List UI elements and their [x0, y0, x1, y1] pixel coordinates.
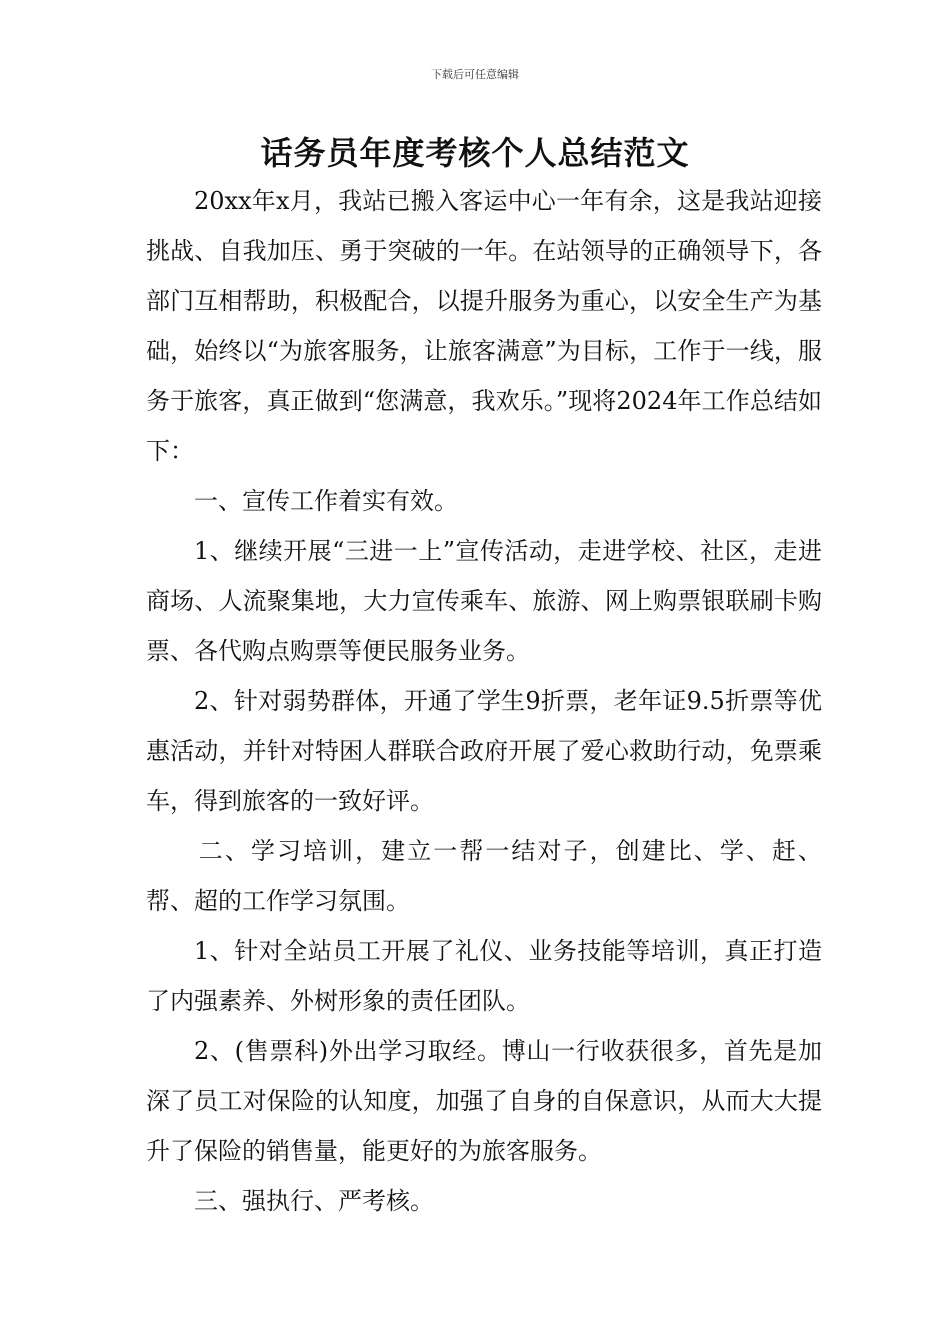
section-heading-1: 一、宣传工作着实有效。	[194, 487, 458, 515]
document-body	[146, 176, 822, 1226]
paragraph-item-1-2: 2、针对弱势群体，开通了学生9折票，老年证9.5折票等优惠活动，并针对特困人群联合政府开展了爱心救助行动，免票乘车，得到旅客的一致好评。	[146, 687, 822, 815]
paragraph-item-1-1: 1、继续开展“三进一上”宣传活动，走进学校、社区，走进商场、人流聚集地，大力宣传乘车、旅游、网上购票银联刷卡购票、各代购点购票等便民服务业务。	[146, 537, 822, 665]
document-title: 话务员年度考核个人总结范文	[260, 134, 690, 172]
header-note: 下载后可任意编辑	[431, 68, 519, 81]
section-heading-2: 二、学习培训，建立一帮一结对子，创建比、学、赶、帮、超的工作学习氛围。	[146, 837, 822, 915]
section-heading-3: 三、强执行、严考核。	[194, 1187, 434, 1215]
paragraph-intro: 20xx年x月，我站已搬入客运中心一年有余，这是我站迎接挑战、自我加压、勇于突破的一年。在站领导的正确领导下，各部门互相帮助，积极配合，以提升服务为重心，以安全生产为基础，始终以“为旅客服务，让旅客满意”为目标，工作于一线，服务于旅客，真正做到“您满意，我欢乐。”现将2024年工作总结如下：	[146, 187, 822, 465]
paragraph-item-2-2: 2、(售票科)外出学习取经。博山一行收获很多，首先是加深了员工对保险的认知度，加强了自身的自保意识，从而大大提升了保险的销售量，能更好的为旅客服务。	[146, 1037, 822, 1165]
paragraph-item-2-1: 1、针对全站员工开展了礼仪、业务技能等培训，真正打造了内强素养、外树形象的责任团队。	[146, 937, 822, 1015]
